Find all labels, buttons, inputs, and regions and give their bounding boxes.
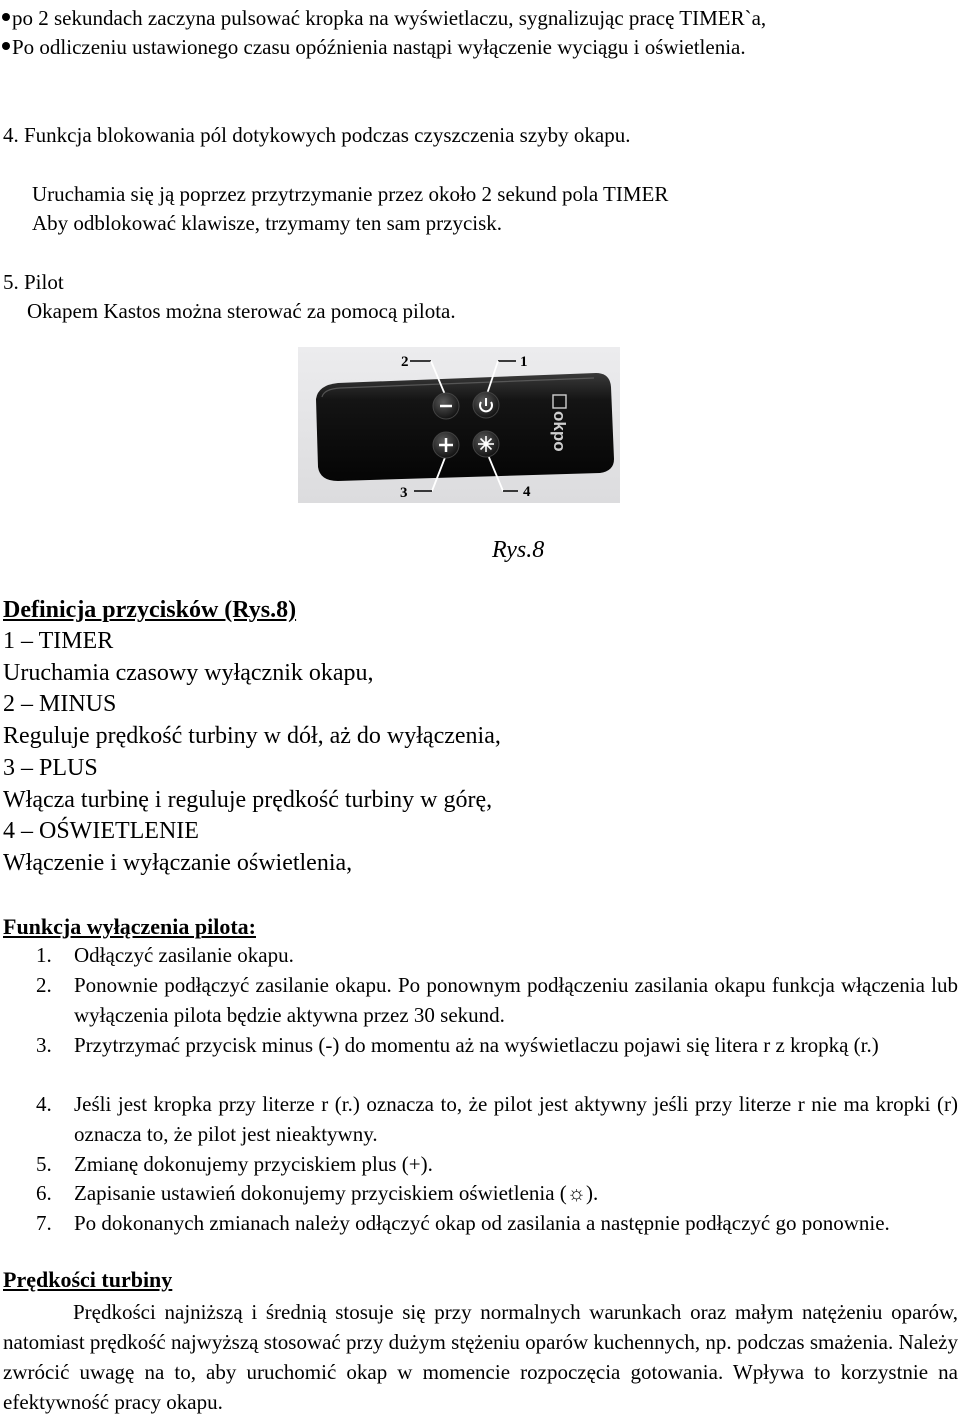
timer-button (473, 392, 499, 418)
step-number: 3. (36, 1033, 52, 1057)
definition-line: Reguluje prędkość turbiny w dół, aż do wyłączenia, (3, 723, 501, 749)
plus-button (433, 432, 459, 458)
bullet-icon (2, 42, 10, 50)
step-number: 2. (36, 973, 52, 997)
section-4-line-1: Uruchamia się ją poprzez przytrzymanie przez około 2 sekund pola TIMER (32, 182, 669, 206)
figure-label-3: 3 (400, 485, 408, 501)
definition-line: 3 – PLUS (3, 755, 98, 781)
definition-line: Włączenie i wyłączanie oświetlenia, (3, 850, 353, 876)
bullet-icon (2, 13, 10, 21)
section-4-line-2: Aby odblokować klawisze, trzymamy ten sam przycisk. (32, 211, 503, 235)
turbine-heading: Prędkości turbiny (3, 1267, 173, 1292)
step-number: 7. (36, 1211, 52, 1235)
step-text: Po dokonanych zmianach należy odłączyć okap od zasilania a następnie podłączyć go ponownie. (74, 1211, 890, 1235)
turbine-paragraph: Prędkości najniższą i średnią stosuje się przy normalnych warunkach oraz małym natężeniu oparów, natomiast prędkość najwyższą stosować przy dużym stężeniu oparów kuchennych, np. podczas smażenia. Należy zwrócić uwagę na to, aby uruchomić okap w momencie rozpoczęcia gotowania. Wpływa to korzystnie na efektywność pracy okapu. (3, 1300, 958, 1414)
section-5-heading: 5. Pilot (3, 270, 64, 294)
definition-line: 2 – MINUS (3, 691, 117, 717)
figure-label-2: 2 (401, 354, 409, 370)
step-number: 6. (36, 1181, 52, 1205)
remote-control-figure (298, 347, 620, 503)
intro-bullet-2: Po odliczeniu ustawionego czasu opóźnienia nastąpi wyłączenie wyciągu i oświetlenia. (2, 34, 746, 60)
step-text: Przytrzymać przycisk minus (-) do momentu aż na wyświetlaczu pojawi się litera r z kropką (r.) (74, 1033, 879, 1057)
definition-line: Uruchamia czasowy wyłącznik okapu, (3, 660, 374, 686)
remote-off-heading: Funkcja wyłączenia pilota: (3, 914, 256, 939)
step-text: Jeśli jest kropka przy literze r (r.) oznacza to, że pilot jest aktywny jeśli przy literze r nie ma kropki (r) oznacza to, że pilot jest nieaktywny. (74, 1092, 958, 1146)
section-5-line-1: Okapem Kastos można sterować za pomocą pilota. (27, 299, 456, 323)
brand-logo-text: okpo (550, 411, 569, 452)
figure-caption: Rys.8 (492, 537, 545, 563)
figure-label-1: 1 (520, 354, 528, 370)
definitions-heading: Definicja przycisków (Rys.8) (3, 597, 297, 623)
definition-line: 4 – OŚWIETLENIE (3, 818, 199, 844)
definition-line: 1 – TIMER (3, 628, 114, 654)
step-text: Zapisanie ustawień dokonujemy przyciskiem oświetlenia (☼). (74, 1181, 599, 1205)
light-button (473, 431, 499, 457)
minus-button (433, 393, 459, 419)
step-number: 4. (36, 1092, 52, 1116)
step-text: Ponownie podłączyć zasilanie okapu. Po ponownym podłączeniu zasilania okapu funkcja włączenia lub wyłączenia pilota będzie aktywna przez 30 sekund. (74, 973, 958, 1027)
step-text: Zmianę dokonujemy przyciskiem plus (+). (74, 1152, 433, 1176)
step-number: 5. (36, 1152, 52, 1176)
intro-bullet-1: po 2 sekundach zaczyna pulsować kropka na wyświetlaczu, sygnalizując pracę TIMER`a, (2, 5, 766, 31)
step-text: Odłączyć zasilanie okapu. (74, 943, 294, 967)
definition-line: Włącza turbinę i reguluje prędkość turbiny w górę, (3, 787, 493, 813)
figure-label-4: 4 (523, 484, 531, 500)
section-4-heading: 4. Funkcja blokowania pól dotykowych podczas czyszczenia szyby okapu. (3, 123, 631, 147)
step-number: 1. (36, 943, 52, 967)
